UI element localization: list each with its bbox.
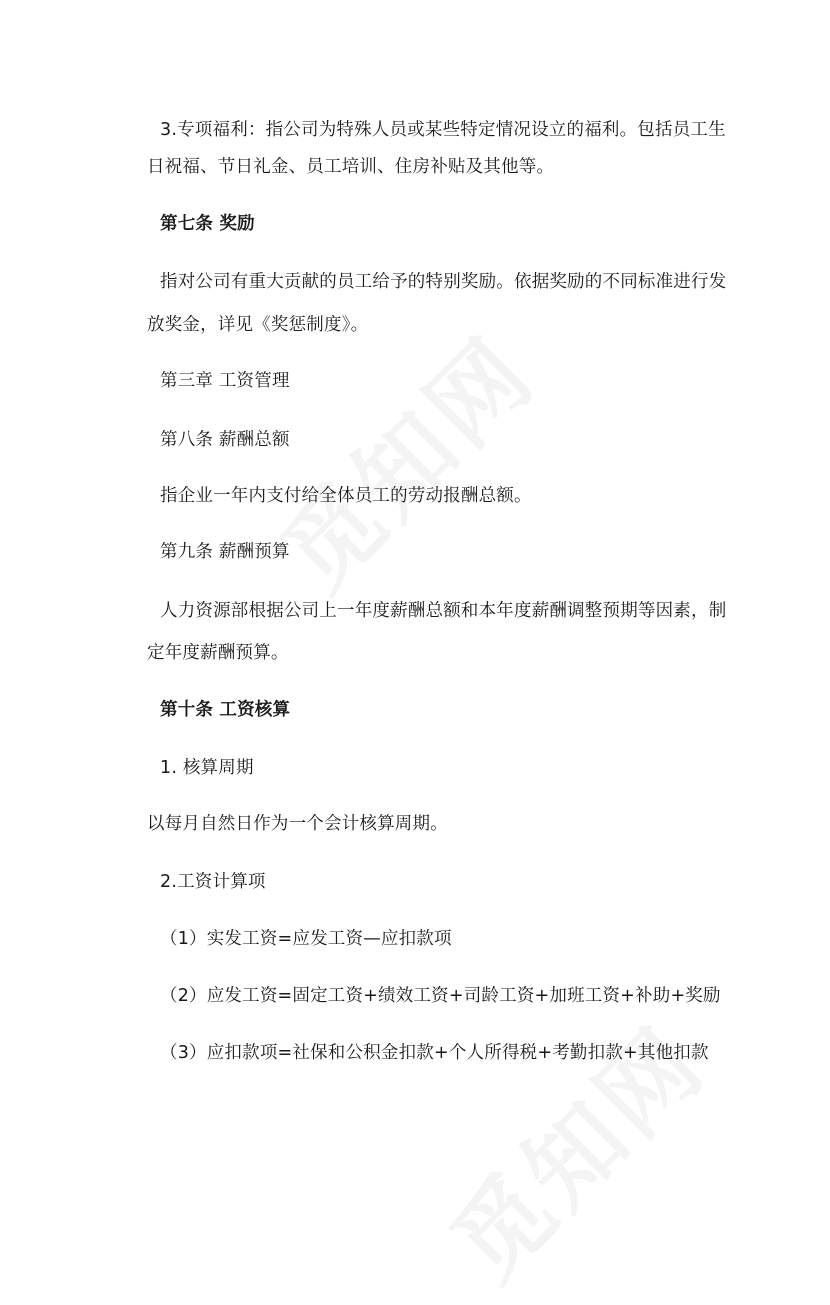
watermark-mid: [246, 302, 559, 615]
heading-article-7: 第七条 奖励: [160, 214, 255, 234]
paragraph-budget-line1: 人力资源部根据公司上一年度薪酬总额和本年度薪酬调整预期等因素，制: [160, 601, 727, 621]
heading-chapter-3: 第三章 工资管理: [160, 371, 290, 391]
formula-net-pay: （1）实发工资=应发工资—应扣款项: [160, 929, 452, 949]
watermark-bottom: [416, 992, 729, 1305]
paragraph-special-welfare-line2: 日祝福、节日礼金、员工培训、住房补贴及其他等。: [147, 157, 555, 177]
heading-article-10: 第十条 工资核算: [160, 700, 291, 720]
paragraph-total-compensation: 指企业一年内支付给全体员工的劳动报酬总额。: [160, 486, 532, 506]
item-salary-items: 2.工资计算项: [160, 872, 266, 892]
paragraph-special-welfare-line1: 3.专项福利：指公司为特殊人员或某些特定情况设立的福利。包括员工生: [160, 120, 726, 140]
heading-article-9: 第九条 薪酬预算: [160, 542, 290, 562]
paragraph-budget-line2: 定年度薪酬预算。: [147, 643, 289, 663]
paragraph-accounting-period: 以每月自然日作为一个会计核算周期。: [147, 814, 448, 834]
item-accounting-period: 1. 核算周期: [160, 758, 254, 778]
formula-deductions: （3）应扣款项=社保和公积金扣款+个人所得税+考勤扣款+其他扣款: [160, 1043, 709, 1063]
paragraph-reward-line1: 指对公司有重大贡献的员工给予的特别奖励。依据奖励的不同标准进行发: [160, 272, 727, 292]
heading-article-8: 第八条 薪酬总额: [160, 430, 290, 450]
formula-gross-pay: （2）应发工资=固定工资+绩效工资+司龄工资+加班工资+补助+奖励: [160, 986, 721, 1006]
paragraph-reward-line2: 放奖金，详见《奖惩制度》。: [147, 315, 369, 335]
